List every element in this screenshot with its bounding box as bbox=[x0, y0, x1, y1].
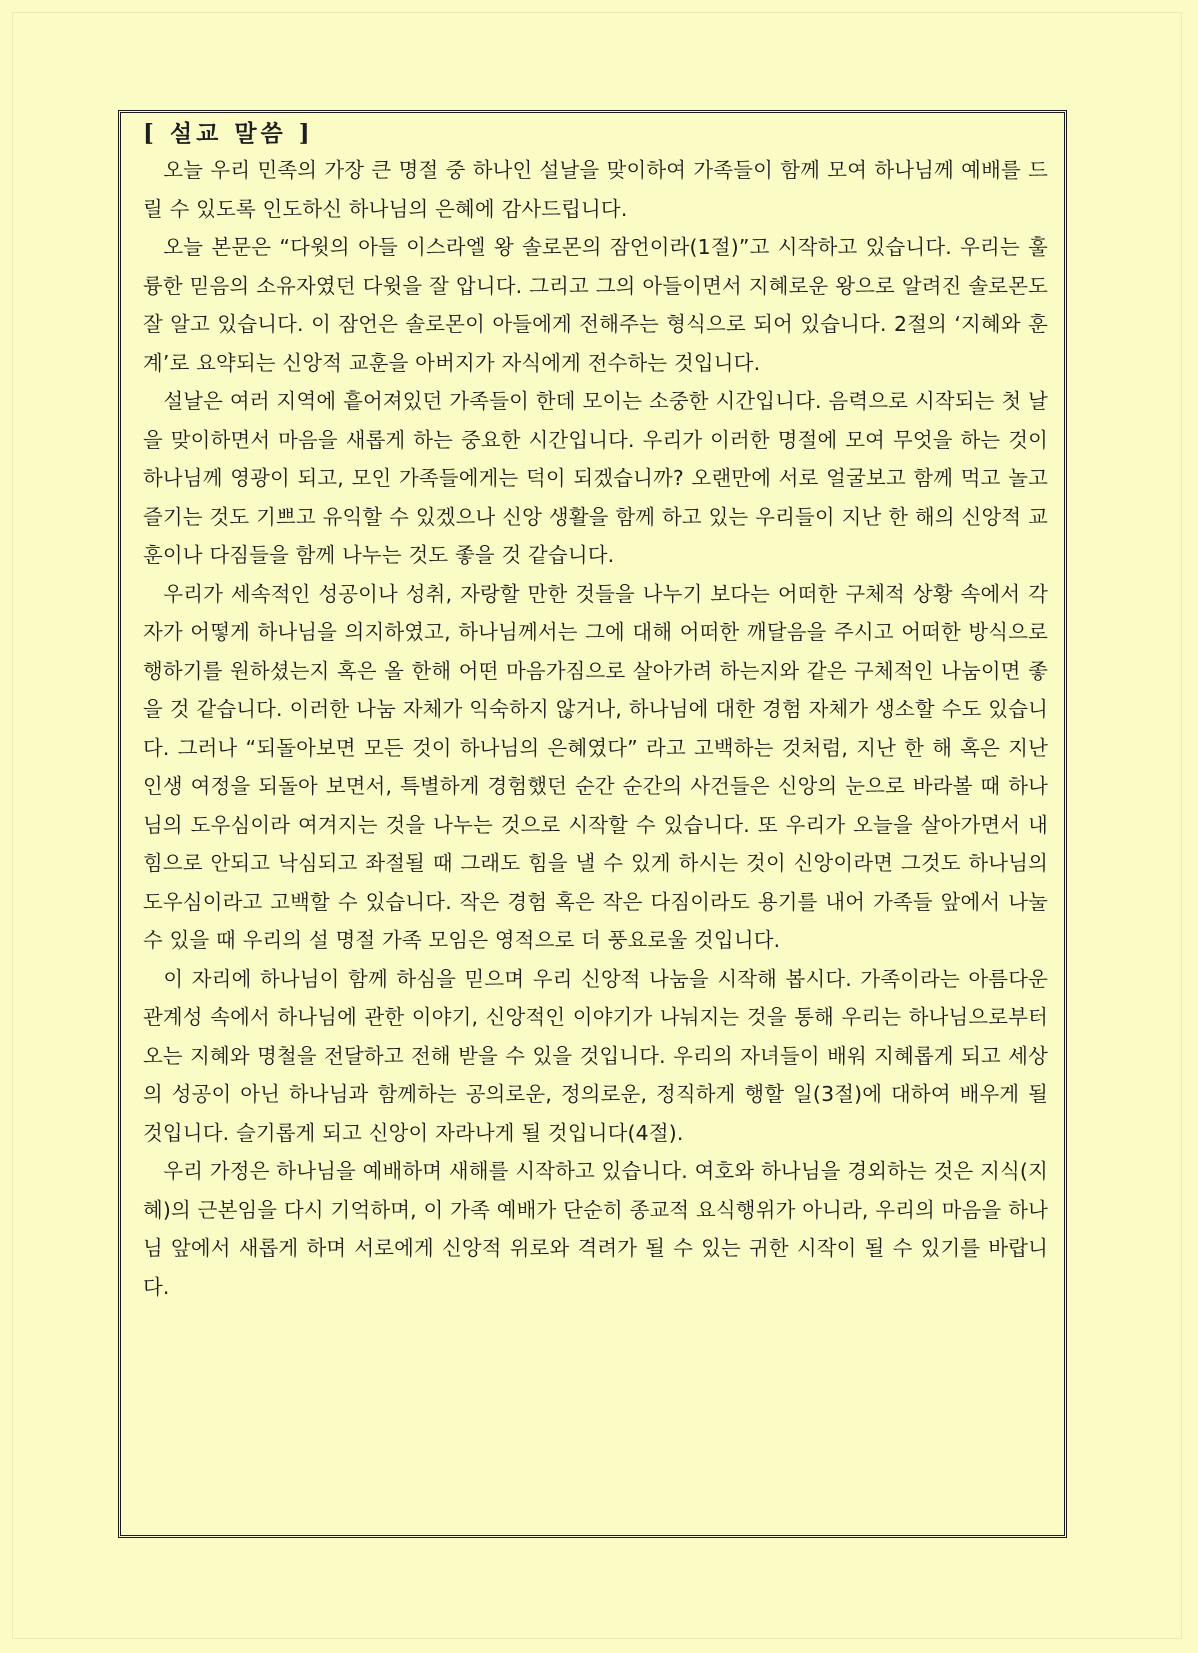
paragraph-2: 오늘 본문은 “다윗의 아들 이스라엘 왕 솔로몬의 잠언이라(1절)”고 시작하고 있습니다. 우리는 훌륭한 믿음의 소유자였던 다윗을 잘 압니다. 그리고 그의 아들이면서 지혜로운 왕으로 알려진 솔로몬도 잘 알고 있습니다. 이 잠언은 솔로몬이 아들에게 전해주는 형식으로 되어 있습니다. 2절의 ‘지혜와 훈계’로 요약되는 신앙적 교훈을 아버지가 자식에게 전수하는 것입니다. bbox=[143, 235, 1048, 375]
paragraph-3: 설날은 여러 지역에 흩어져있던 가족들이 한데 모이는 소중한 시간입니다. 음력으로 시작되는 첫 날을 맞이하면서 마음을 새롭게 하는 중요한 시간입니다. 우리가 이러한 명절에 모여 무엇을 하는 것이 하나님께 영광이 되고, 모인 가족들에게는 덕이 되겠습니까? 오랜만에 서로 얼굴보고 함께 먹고 놀고 즐기는 것도 기쁘고 유익할 수 있겠으나 신앙 생활을 함께 하고 있는 우리들이 지난 한 해의 신앙적 교훈이나 다짐들을 함께 나누는 것도 좋을 것 같습니다. bbox=[143, 389, 1049, 567]
sermon-heading: [ 설교 말씀 ] bbox=[143, 120, 314, 147]
sermon-box bbox=[118, 110, 1067, 1538]
sermon-body bbox=[143, 151, 1048, 1306]
paragraph-1: 오늘 우리 민족의 가장 큰 명절 중 하나인 설날을 맞이하여 가족들이 함께 모여 하나님께 예배를 드릴 수 있도록 인도하신 하나님의 은혜에 감사드립니다. bbox=[143, 158, 1048, 221]
paragraph-4: 우리가 세속적인 성공이나 성취, 자랑할 만한 것들을 나누기 보다는 어떠한 구체적 상황 속에서 각자가 어떻게 하나님을 의지하였고, 하나님께서는 그에 대해 어떠한 깨달음을 주시고 어떠한 방식으로 행하기를 원하셨는지 혹은 올 한해 어떤 마음가짐으로 살아가려 하는지와 같은 구체적인 나눔이면 좋을 것 같습니다. 이러한 나눔 자체가 익숙하지 않거나, 하나님에 대한 경험 자체가 생소할 수도 있습니다. 그러나 “되돌아보면 모든 것이 하나님의 은혜였다” 라고 고백하는 것처럼, 지난 한 해 혹은 지난 인생 여정을 되돌아 보면서, 특별하게 경험했던 순간 순간의 사건들은 신앙의 눈으로 바라볼 때 하나님의 도우심이라 여겨지는 것을 나누는 것으로 시작할 수 있습니다. 또 우리가 오늘을 살아가면서 내 힘으로 안되고 낙심되고 좌절될 때 그래도 힘을 낼 수 있게 하시는 것이 신앙이라면 그것도 하나님의 도우심이라고 고백할 수 있습니다. 작은 경험 혹은 작은 다짐이라도 용기를 내어 가족들 앞에서 나눌 수 있을 때 우리의 설 명절 가족 모임은 영적으로 더 풍요로울 것입니다. bbox=[143, 581, 1048, 952]
paragraph-5: 이 자리에 하나님이 함께 하심을 믿으며 우리 신앙적 나눔을 시작해 봅시다. 가족이라는 아름다운 관계성 속에서 하나님에 관한 이야기, 신앙적인 이야기가 나눠지는 것을 통해 우리는 하나님으로부터 오는 지혜와 명철을 전달하고 전해 받을 수 있을 것입니다. 우리의 자녀들이 배워 지혜롭게 되고 세상의 성공이 아닌 하나님과 함께하는 공의로운, 정의로운, 정직하게 행할 일(3절)에 대하여 배우게 될 것입니다. 슬기롭게 되고 신앙이 자라나게 될 것입니다(4절). bbox=[143, 966, 1048, 1145]
paragraph-6: 우리 가정은 하나님을 예배하며 새해를 시작하고 있습니다. 여호와 하나님을 경외하는 것은 지식(지혜)의 근본임을 다시 기억하며, 이 가족 예배가 단순히 종교적 요식행위가 아니라, 우리의 마음을 하나님 앞에서 새롭게 하며 서로에게 신앙적 위로와 격려가 될 수 있는 귀한 시작이 될 수 있기를 바랍니다. bbox=[143, 1159, 1048, 1299]
